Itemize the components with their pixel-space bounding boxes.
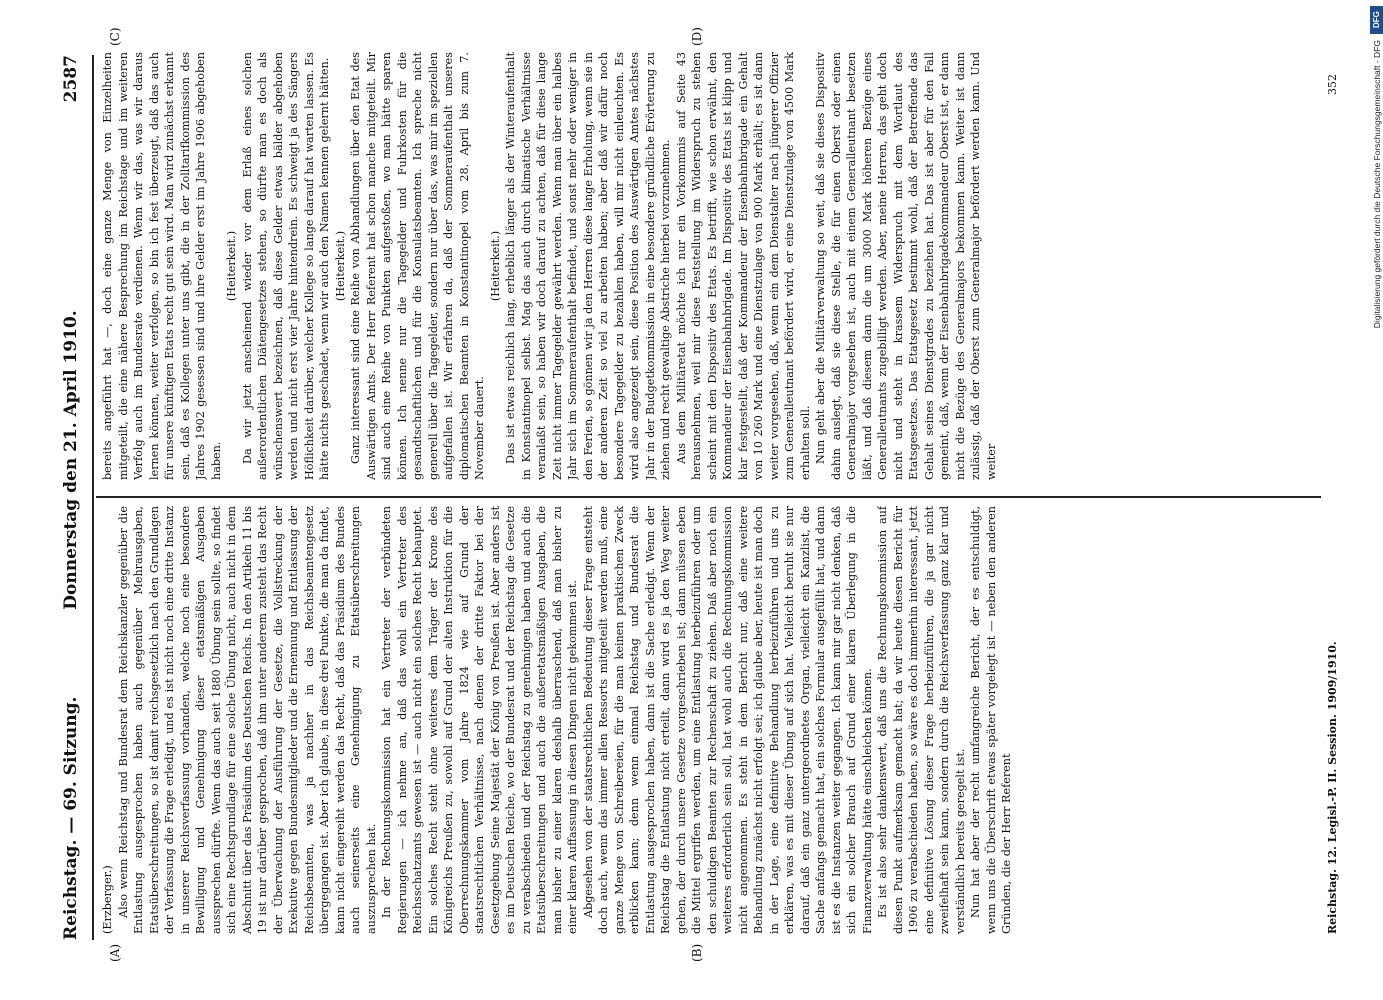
footer-session: Reichstag. 12. Legisl.-P. II. Session. 1909/1910. (1326, 641, 1339, 934)
paragraph: Das ist etwas reichlich lang, erheblich länger als der Winteraufenthalt in Konstantinopel selbst. Mag das auch durch klimatische Verhältnisse veranlaßt sein, so haben wir doch darauf zu achten, daß für diese lange Zeit nicht immer Tagegelder gewährt werden. Wenn man über ein halbes Jahr sich im Sommeraufenthalt befindet, und sonst mehr oder weniger in den Ferien, so gönnen wir ja den Herren diese lange Erholung, wenn sie in der anderen Zeit so viel zu arbeiten haben; aber daß wir dafür noch besondere Tagegelder zu bezahlen haben, will mir nicht einleuchten. Es wird also angezeigt sein, diese Position des Auswärtigen Amtes nächstes Jahr in der Budgetkommission in eine besondere gründliche Erörterung zu ziehen und recht gewaltige Abstriche hierbei vorzunehmen. (504, 52, 672, 480)
left-text-column (100, 506, 1320, 934)
paragraph: (Erzberger.) (101, 865, 114, 934)
right-text-column (100, 52, 1320, 480)
digitization-credit-strip (1372, 0, 1383, 1000)
paragraph: (Heiterkeit.) (225, 230, 238, 302)
margin-marker-c: (C) (108, 27, 122, 46)
header-rule (92, 55, 94, 940)
page-number: 2587 (61, 55, 81, 103)
paragraph: Abgesehen von der staatsrechtlichen Bedeutung dieser Frage entsteht doch auch, wenn das immer allen Ressorts mitgeteilt werden muß, eine ganze Menge von Schreibereien, für die man keinen praktischen Zweck erblicken kann; denn wenn einmal Reichstag und Bundesrat die Entlastung ausgesprochen haben, dann ist die Sache erledigt. Wenn der Reichstag die Entlastung nicht erteilt, dann wird es ja den Weg weiter gehen, der durch unsere Gesetze vorgeschrieben ist; dann müssen eben die Mittel ergriffen werden, um eine Entlastung herbeizuführen oder um den schuldigen Beamten zur Rechenschaft zu ziehen. Daß aber noch ein weiteres erforderlich sein soll, hat wohl auch die Rechnungskommission nicht angenommen. Es steht in dem Bericht nur, daß eine weitere Behandlung zunächst nicht erfolgt sei; ich glaube aber, heute ist man doch in der Lage, eine definitive Behandlung herbeizuführen und uns zu erklären, was es mit dieser Übung auf sich hat. Vielleicht beruht sie nur darauf, daß ein ganz untergeordnetes Organ, vielleicht ein Kanzlist, die Sache anfangs gemacht hat, ein solches Formular ausgefüllt hat, und dann ist es die Instanzen weiter gegangen. Ich kann mir gar nicht denken, daß sich ein solcher Brauch auf Grund einer klaren Überlegung in die Finanzverwaltung hätte einschleichen können. (581, 506, 874, 934)
paragraph: Aus dem Militäretat möchte ich nur ein Vorkommnis auf Seite 43 herausnehmen, weil mir diese Feststellung im Widerspruch zu stehen scheint mit den Dispositiv des Etats. Es betrifft, wie schon erwähnt, den Kommandeur der Eisenbahnbrigade. Im Dispositiv des Etats ist klipp und klar festgestellt, daß der Kommandeur der Eisenbahnbrigade ein Gehalt von 10 260 Mark und eine Dienstzulage von 900 Mark erhält; es ist dann weiter vorgesehen, daß, wenn ein dem Dienstalter nach jüngerer Offizier zum Generalleutnant befördert wird, er eine Dienstzulage von 4500 Mark erhalten soll. (674, 52, 812, 480)
column-divider (96, 496, 1321, 498)
paragraph: Ganz interessant sind eine Reihe von Abhandlungen über den Etat des Auswärtigen Amts. Der Herr Referent hat schon manche mitgeteilt. Mir sind auch eine Reihe von Punkten aufgestoßen, wo man hätte sparen können. Ich nenne nur die Tagegelder und Fuhrkosten für die gesandtschaftlichen und für die Konsulatsbeamten. Ich spreche nicht generell über die Tagegelder, sondern nur über das, was mir im speziellen aufgefallen ist. Wir erfahren da, daß der Sommeraufenthalt unseres diplomatischen Beamten in Konstantinopel vom 28. April bis zum 7. November dauert. (349, 52, 486, 480)
paragraph: Es ist also sehr dankenswert, daß uns die Rechnungskommission auf diesen Punkt aufmerksam gemacht hat; da wir heute diesen Bericht für 1906 zu verabschieden haben, so wäre es doch immerhin interessant, jetzt eine definitive Lösung dieser Frage herbeizuführen, die ja gar nicht zweifelhaft sein kann, sondern durch die Reichsverfassung ganz klar und verständlich bereits geregelt ist. (876, 506, 967, 934)
paragraph: Da wir jetzt anscheinend wieder vor dem Erlaß eines solchen außerordentlichen Diätengesetzes stehen, so dürfte man es doch als wünschenswert bezeichnen, daß diese Gelder etwas bälder abgehoben werden und nicht erst vier Jahre hintendrein. Es schweigt ja des Sängers Höflichkeit darüber, welcher Kollege so lange darauf hat warten lassen. Es hätte nichts geschadet, wenn wir auch den Namen kennen gelernt hätten. (240, 52, 331, 480)
paragraph: bereits angeführt hat —, doch eine ganze Menge von Einzelheiten mitgeteilt, die eine nähere Besprechung im Reichstage und im weiteren Verfolg auch im Bundesrate verdienen. Wenn wir das, was wir daraus lernen können, weiter verfolgen, so bin ich fest überzeugt, daß das auch für unsere künftigen Etats recht gut sein wird. Man wird zunächst erkannt sein, daß es Kollegen unter uns gibt, die in der Zolltarifkommission des Jahres 1902 gesessen sind und ihre Gelder erst im Jahre 1906 abgehoben haben. (101, 52, 223, 480)
header-date: Donnerstag den 21. April 1910. (61, 310, 81, 610)
paragraph: Nun geht aber die Militärverwaltung so weit, daß sie dieses Dispositiv dahin auslegt, daß sie diese Stelle, die für einen Oberst oder einen Generalmajor vorgesehen ist, auch mit einem Generalleutnant besetzen läßt, und daß diesem dann die um 3000 Mark höheren Bezüge eines Generalleutnants zugebilligt werden. Aber, meine Herren, das geht doch nicht und steht in krassem Widerspruch mit dem Wortlaut des Etatsgesetzes. Das Etatsgesetz bestimmt wohl, daß der Betreffende das Gehalt seines Dienstgrades zu beziehen hat. Das ist aber für den Fall gemeint, daß, wenn der Eisenbahnbrigadekommandeur Oberst ist, er dann nicht die Bezüge des Generalmajors bekommen kann. Weiter ist dann zulässig, daß der Oberst zum Generalmajor befördert werden kann. Und weiter (814, 52, 998, 480)
digitization-credit-text: Digitalisierung gefördert durch die Deutsche Forschungsgemeinschaft - DFG (1372, 40, 1382, 329)
paragraph: Nun hat aber der recht umfangreiche Bericht, der es entschuldigt, wenn uns die Überschrift etwas später vorgelegt ist — neben den anderen Gründen, die der Herr Referent (969, 506, 1013, 934)
dfg-logo: DFG (1370, 6, 1383, 34)
paragraph: Also wenn Reichstag und Bundesrat dem Reichskanzler gegenüber die Entlastung ausgesprochen haben auch gegenüber Mehrausgaben, Etatsüberschreitungen, so ist damit reichsgesetzlich nach den Grundlagen der Verfassung die Frage erledigt, und es ist nicht noch eine dritte Instanz in unserer Reichsverfassung vorhanden, welche noch eine besondere Bewilligung und Genehmigung dieser etatsmäßigen Ausgaben aussprechen dürfte. Wenn das auch seit 1880 Übung sein sollte, so findet sich eine Rechtsgrundlage für eine solche Übung nicht, auch nicht in dem Abschnitt über das Präsidium des Deutschen Reichs. In den Artikeln 11 bis 19 ist nur darüber gesprochen, daß ihm unter anderem zusteht das Recht der Überwachung der Ausführung der Gesetze, die Vollstreckung der Exekutive gegen Bundesmitglieder und die Ernennung und Entlassung der Reichsbeamten, was ja nachher in das Reichsbeamtengesetz übergegangen ist. Aber ich glaube, in diese drei Punkte, die man da findet, kann nicht eingereiht werden das Recht, daß das Präsidium des Bundes auch seinerseits eine Genehmigung zu Etatsüberschreitungen auszusprechen hat. (116, 506, 378, 934)
margin-marker-a: (A) (108, 943, 122, 962)
margin-marker-b: (B) (690, 943, 704, 962)
margin-marker-d: (D) (690, 27, 704, 46)
paragraph: (Heiterkeit.) (488, 230, 502, 302)
paragraph: (Heiterkeit.) (333, 230, 347, 302)
footer-page-code: 352 (1326, 74, 1339, 95)
header-left: Reichstag. — 69. Sitzung. (61, 696, 81, 940)
page-header (55, 55, 89, 940)
paragraph: In der Rechnungskommission hat ein Vertreter der verbündeten Regierungen — ich nehme an, daß das wohl ein Vertreter des Reichsschatzamts gewesen ist — auch nicht ein solches Recht behauptet. Ein solches Recht steht ohne weiteres dem Träger der Krone des Königreichs Preußen zu, sowohl auf Grund der alten Instruktion für die Oberrechnungskammer vom Jahre 1824 wie auf Grund der staatsrechtlichen Verhältnisse, nach denen der dritte Faktor bei der Gesetzgebung Seine Majestät der König von Preußen ist. Aber anders ist es im Deutschen Reiche, wo der Bundesrat und der Reichstag die Gesetze zu verabschieden und der Reichstag zu genehmigen haben und auch die Etatsüberschreitungen und auch die außeretatsmäßigen Ausgaben, die man bisher zu einer klaren deshalb überraschend, daß man bisher zu einer klaren Auffassung in diesen Dingen nicht gekommen ist. (380, 506, 579, 934)
